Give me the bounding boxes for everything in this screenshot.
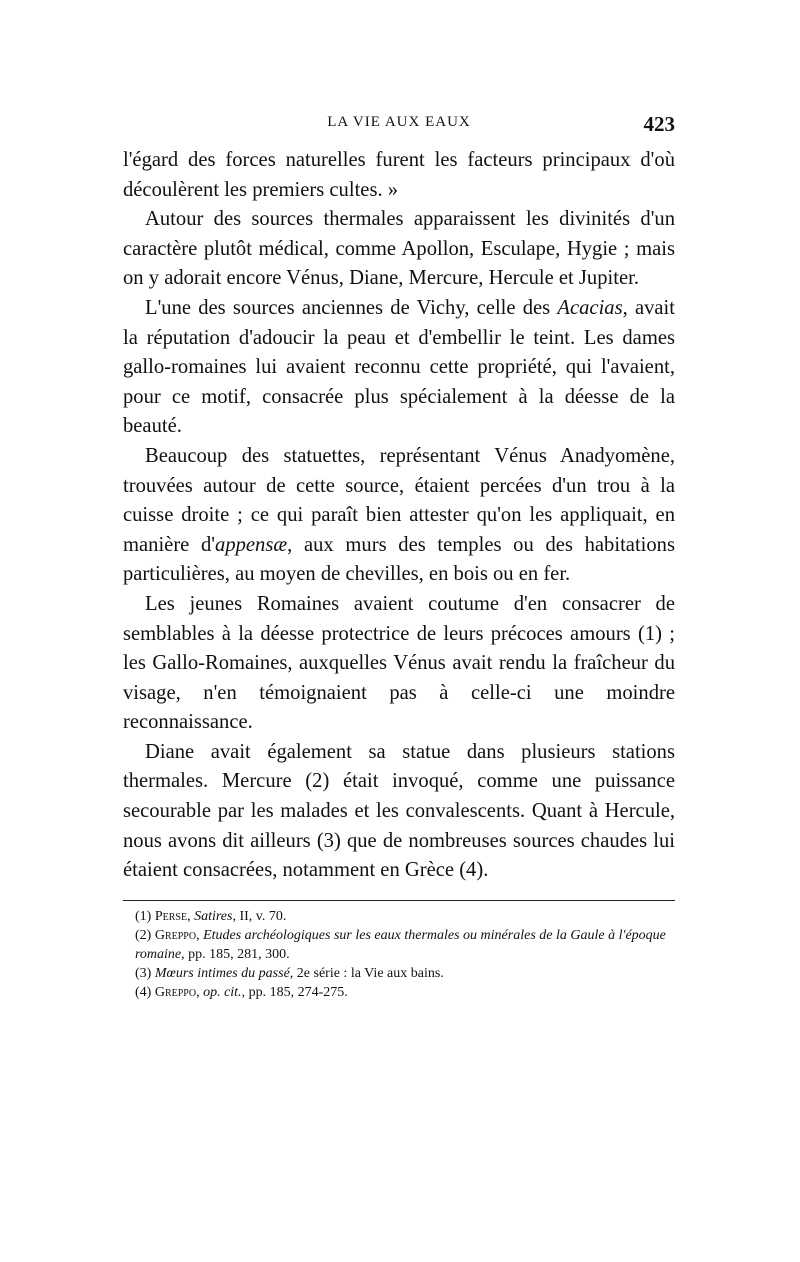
footnote-1-reference: , II, v. 70.: [232, 908, 287, 924]
footnotes: [123, 907, 675, 1002]
footnote-2-number: (2): [135, 927, 155, 943]
book-page: [123, 108, 675, 1002]
footnote-1: [135, 907, 675, 926]
italic-appensae: appensæ: [215, 533, 288, 556]
paragraph-2: Autour des sources thermales apparaissent les divinités d'un caractère plutôt médical, comme Apollon, Esculape, Hygie ; mais on y adorait encore Vénus, Diane, Mercure, Hercule et Jupiter.: [123, 208, 675, 290]
paragraph-3: [123, 294, 675, 442]
paragraph-4: [123, 442, 675, 590]
running-title: LA VIE AUX EAUX: [327, 114, 471, 130]
footnote-1-title: Satires: [194, 908, 233, 924]
body-text: [123, 146, 675, 886]
footnote-1-separator: ,: [187, 908, 195, 924]
footnote-4-number: (4): [135, 984, 155, 1000]
footnote-1-author: Perse: [154, 908, 188, 924]
paragraph-1: l'égard des forces naturelles furent les facteurs principaux d'où découlèrent les premiers cultes. »: [123, 149, 675, 201]
footnote-3-title: Mœurs intimes du passé: [154, 965, 290, 981]
footnote-2-separator: ,: [196, 927, 204, 943]
footnote-4-separator: ,: [196, 984, 204, 1000]
paragraph-3-text-end: , avait la réputation d'adoucir la peau et d'embellir le teint. Les dames gallo-romaines lui avaient reconnu cette propriété, qui l'avaient, pour ce motif, consacrée plus spécialement à la déesse de la beauté.: [123, 296, 675, 438]
footnote-1-number: (1): [135, 908, 155, 924]
footnote-2-author: Greppo: [154, 927, 197, 943]
footnote-3-number: (3): [135, 965, 155, 981]
running-head: [123, 108, 675, 142]
paragraph-5: Les jeunes Romaines avaient coutume d'en consacrer de semblables à la déesse protectrice de leurs précoces amours (1) ; les Gallo-Romaines, auxquelles Vénus avait rendu la fraîcheur du visage, n'en témoignaient pas à celle-ci une moindre reconnaissance.: [123, 592, 675, 734]
footnote-2-title: Etudes archéologiques sur les eaux thermales ou minérales de la Gaule à l'époque romaine: [135, 927, 666, 962]
footnote-2-reference: , pp. 185, 281, 300.: [181, 946, 290, 962]
page-number: 423: [643, 112, 675, 136]
paragraph-4-text-end: , aux murs des temples ou des habitations particulières, au moyen de chevilles, en bois ou en fer.: [123, 533, 675, 586]
italic-acacias: Acacias: [557, 296, 623, 319]
paragraph-4-text: Beaucoup des statuettes, représentant Vénus Anadyomène, trouvées autour de cette source, étaient percées d'un trou à la cuisse droite ; ce qui paraît bien attester qu'on les appliquait, en manière d': [123, 444, 675, 556]
footnote-4-reference: , pp. 185, 274-275.: [241, 984, 348, 1000]
footnote-3: [135, 964, 675, 983]
footnote-3-reference: , 2e série : la Vie aux bains.: [289, 965, 444, 981]
footnote-rule: [123, 900, 675, 901]
footnote-4-title: op. cit.: [203, 984, 242, 1000]
footnote-4-author: Greppo: [154, 984, 197, 1000]
footnote-4: [135, 983, 675, 1002]
paragraph-6: Diane avait également sa statue dans plusieurs stations thermales. Mercure (2) était invoqué, comme une puissance secourable par les malades et les convalescents. Quant à Hercule, nous avons dit ailleurs (3) que de nombreuses sources chaudes lui étaient consacrées, notamment en Grèce (4).: [123, 740, 675, 882]
footnote-2: [135, 926, 675, 964]
paragraph-3-text: L'une des sources anciennes de Vichy, celle des: [145, 296, 558, 319]
